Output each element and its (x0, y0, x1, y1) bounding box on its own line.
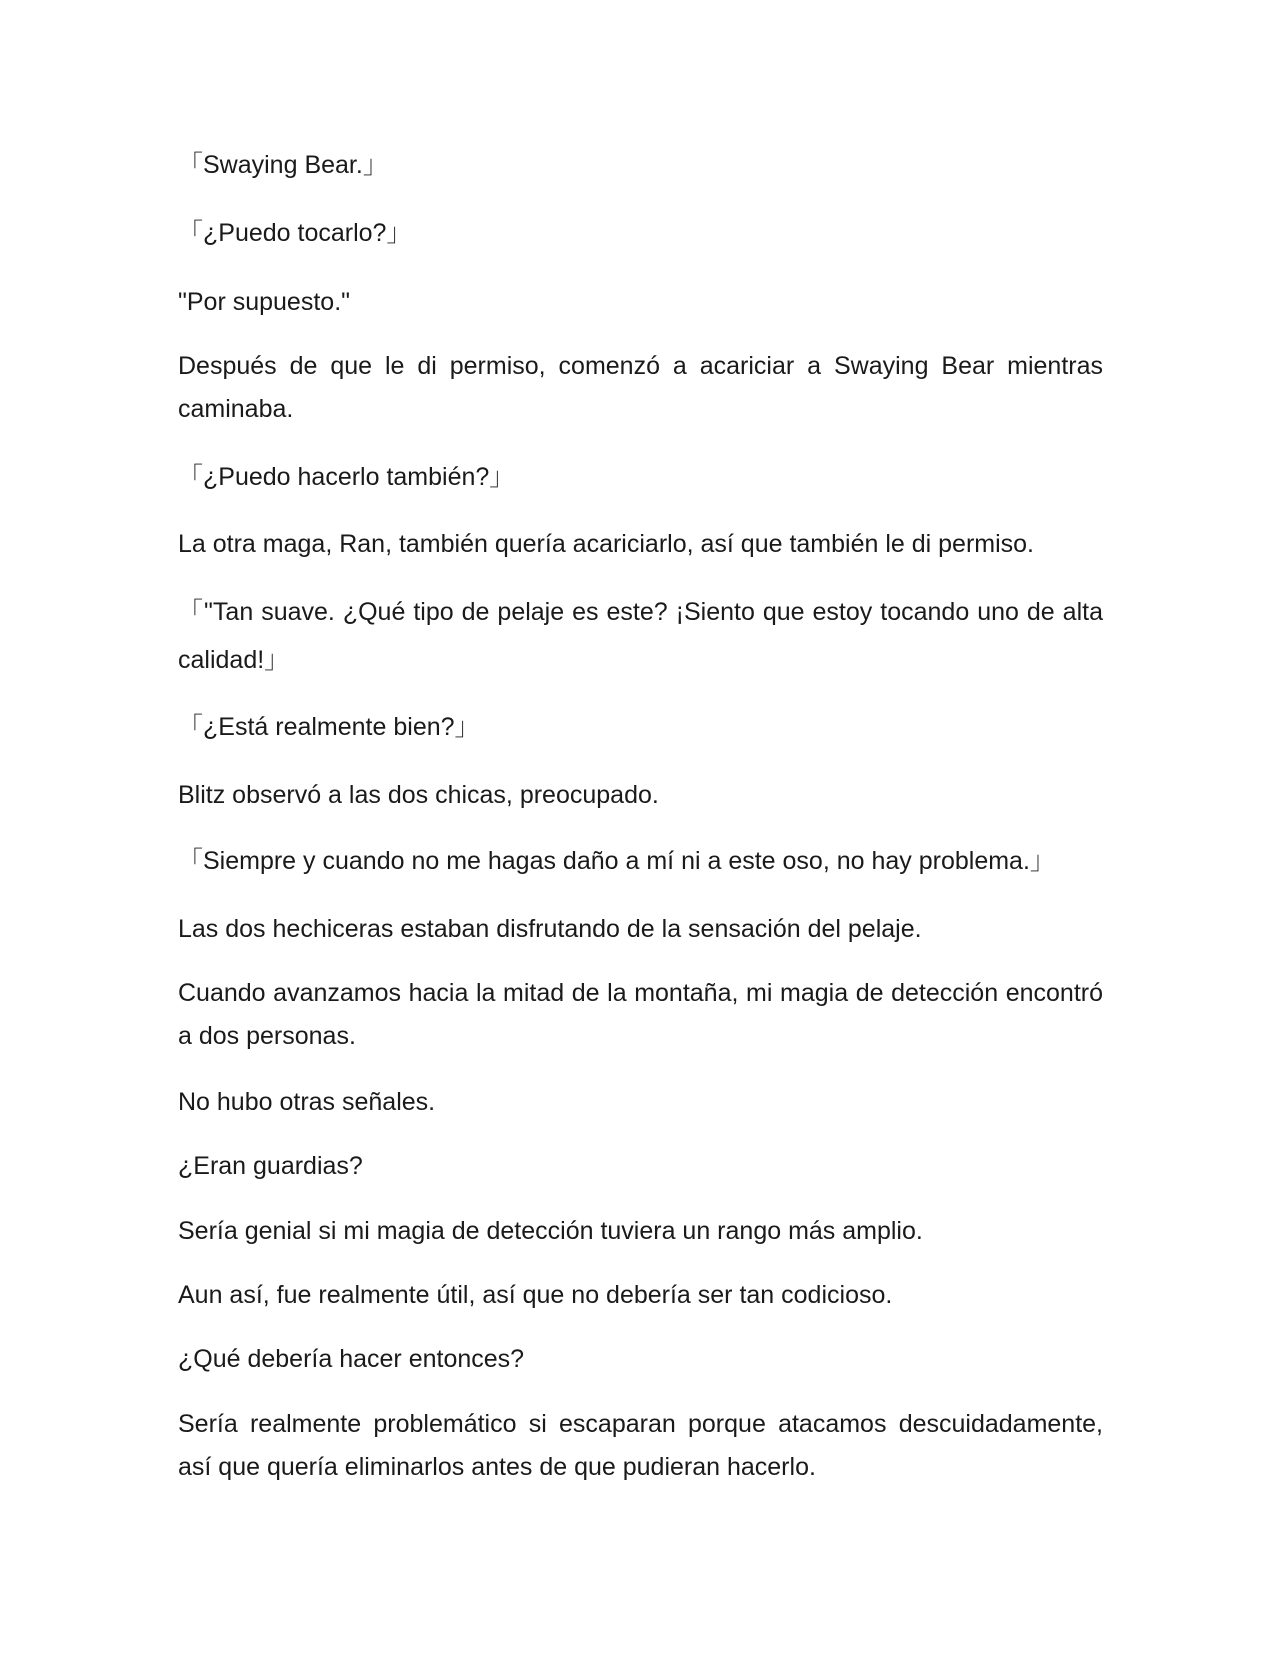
paragraph-15: Sería genial si mi magia de detección tuviera un rango más amplio. (178, 1217, 923, 1245)
paragraph-18: Sería realmente problemático si escaparan porque atacamos descuidadamente, así que quería eliminarlos antes de que pudieran hacerlo. (178, 1410, 1103, 1481)
paragraph-14: ¿Eran guardias? (178, 1152, 363, 1180)
paragraph-16: Aun así, fue realmente útil, así que no debería ser tan codicioso. (178, 1281, 893, 1309)
paragraph-1: 「Swaying Bear.」 (178, 151, 388, 179)
paragraph-11: Las dos hechiceras estaban disfrutando de la sensación del pelaje. (178, 915, 922, 943)
paragraph-10: 「Siempre y cuando no me hagas daño a mí ni a este oso, no hay problema.」 (178, 847, 1055, 875)
paragraph-2: 「¿Puedo tocarlo?」 (178, 219, 412, 247)
paragraph-9: Blitz observó a las dos chicas, preocupado. (178, 781, 659, 809)
paragraph-4: Después de que le di permiso, comenzó a acariciar a Swaying Bear mientras caminaba. (178, 352, 1103, 423)
paragraph-12: Cuando avanzamos hacia la mitad de la montaña, mi magia de detección encontró a dos personas. (178, 979, 1103, 1050)
paragraph-6: La otra maga, Ran, también quería acariciarlo, así que también le di permiso. (178, 530, 1035, 558)
paragraph-17: ¿Qué debería hacer entonces? (178, 1345, 525, 1373)
paragraph-13: No hubo otras señales. (178, 1088, 436, 1116)
paragraph-3: "Por supuesto." (178, 288, 351, 316)
paragraph-7: 「"Tan suave. ¿Qué tipo de pelaje es este? ¡Siento que estoy tocando uno de alta calidad!」 (178, 598, 1103, 674)
paragraph-5: 「¿Puedo hacerlo también?」 (178, 463, 515, 491)
paragraph-8: 「¿Está realmente bien?」 (178, 713, 480, 741)
